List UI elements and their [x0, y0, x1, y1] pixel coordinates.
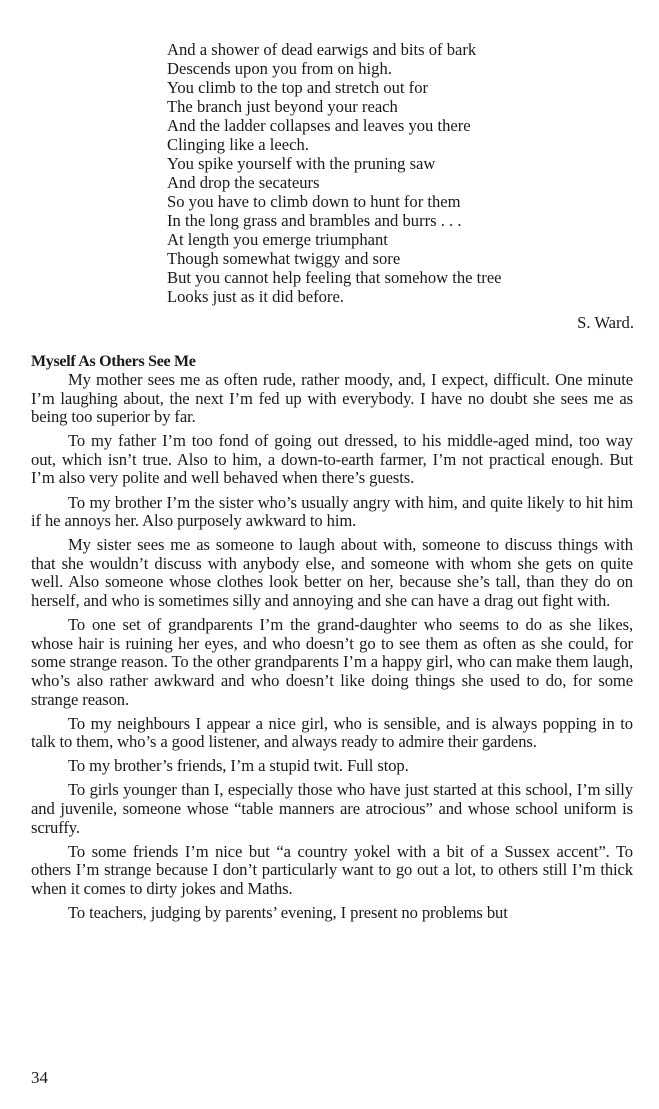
poem-line: Looks just as it did before. [167, 287, 344, 306]
poem-line: And drop the secateurs [167, 173, 320, 192]
essay-paragraph: To my brother’s friends, I’m a stupid twit. Full stop. [68, 756, 409, 776]
poem-attribution: S. Ward. [577, 313, 634, 332]
essay-paragraph: To teachers, judging by parents’ evening, I present no problems but [68, 902, 508, 922]
essay-paragraph: My sister sees me as someone to laugh about with, someone to discuss things with that she wouldn’t discuss with anybody else, and someone with whom she gets on quite well. Also someone whose clothes look better on her, because she’s tall, than they do on herself, and who is sometimes silly and annoying and she can have a drag out fight with. [31, 535, 633, 611]
essay-paragraph: To girls younger than I, especially those who have just started at this school, I’m silly and juvenile, someone whose “table manners are atrocious” and whose school uniform is scruffy. [31, 780, 633, 837]
essay-paragraph: To some friends I’m nice but “a country yokel with a bit of a Sussex accent”. To others I’m strange because I don’t particularly want to go out a lot, to others still I’m thick when it comes to dirty jokes and Maths. [31, 841, 633, 898]
poem-line: And a shower of dead earwigs and bits of bark [167, 40, 477, 59]
poem-line: At length you emerge triumphant [167, 230, 388, 249]
poem [167, 40, 637, 306]
poem-line: Descends upon you from on high. [167, 59, 392, 78]
poem-line: But you cannot help feeling that somehow the tree [167, 268, 502, 287]
poem-line: You spike yourself with the pruning saw [167, 154, 436, 173]
essay-paragraph: To one set of grandparents I’m the grand-daughter who seems to do as she likes, whose hair is ruining her eyes, and who doesn’t go to see them as often as she could, for some strange reason. To the other grandparents I’m a happy girl, who can make them laugh, who’s also rather awkward and who doesn’t like doing things she used to do, for some strange reason. [31, 615, 633, 709]
essay-paragraph: To my brother I’m the sister who’s usually angry with him, and quite likely to hit him if he annoys her. Also purposely awkward to him. [31, 492, 633, 531]
poem-line: Though somewhat twiggy and sore [167, 249, 401, 268]
poem-line: Clinging like a leech. [167, 135, 309, 154]
essay-paragraph: My mother sees me as often rude, rather moody, and, I expect, difficult. One minute I’m laughing about, the next I’m fed up with everybody. I have no doubt she sees me as being too superior by far. [31, 370, 633, 427]
poem-line: And the ladder collapses and leaves you there [167, 116, 471, 135]
poem-line: You climb to the top and stretch out for [167, 78, 429, 97]
poem-line: So you have to climb down to hunt for them [167, 192, 461, 211]
essay-title: Myself As Others See Me [31, 353, 196, 370]
page-number: 34 [31, 1068, 48, 1087]
essay [31, 352, 633, 928]
essay-paragraph: To my neighbours I appear a nice girl, who is sensible, and is always popping in to talk to them, who’s a good listener, and always ready to admire their gardens. [31, 713, 633, 752]
essay-paragraph: To my father I’m too fond of going out dressed, to his middle-aged mind, too way out, which isn’t true. Also to him, a down-to-earth farmer, I’m not practical enough. But I’m also very polite and well behaved when there’s guests. [31, 431, 633, 488]
poem-line: In the long grass and brambles and burrs . . . [167, 211, 462, 230]
poem-line: The branch just beyond your reach [167, 97, 398, 116]
